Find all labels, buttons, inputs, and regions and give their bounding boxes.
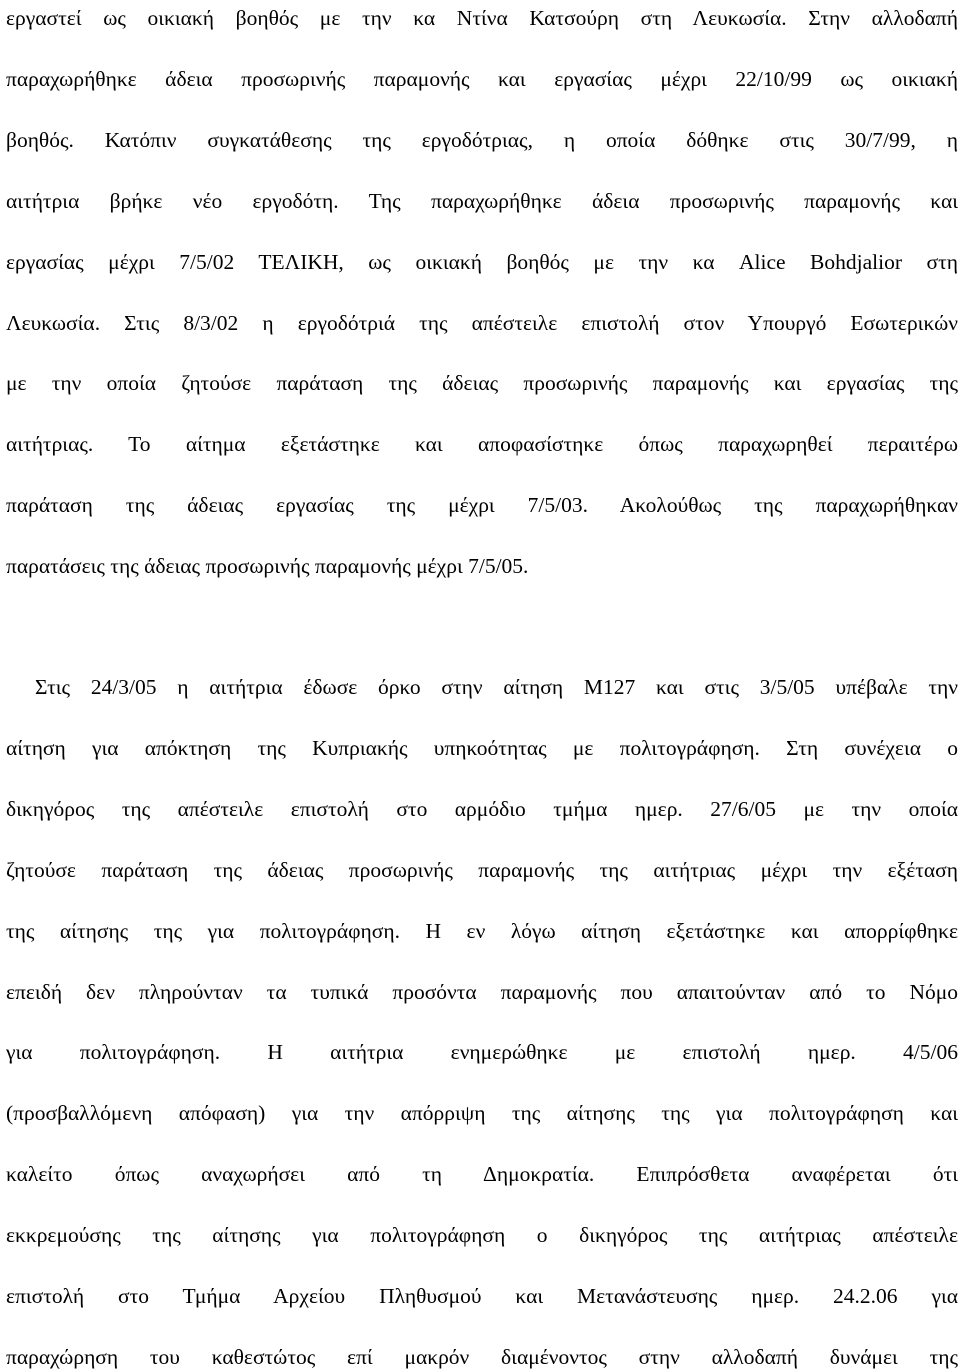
text-line: επειδή δεν πληρούνταν τα τυπικά προσόντα παραμονής που απαιτούνταν από το Νόμο (6, 979, 958, 1004)
text-line: παράταση της άδειας εργασίας της μέχρι 7/5/03. Ακολούθως της παραχωρήθηκαν (6, 493, 958, 518)
text-line: (προσβαλλόμενη απόφαση) για την απόρριψη της αίτησης της για πολιτογράφηση και (6, 1101, 958, 1126)
text-line: παραχωρήθηκε άδεια προσωρινής παραμονής και εργασίας μέχρι 22/10/99 ως οικιακή (6, 66, 958, 91)
text-line: ζητούσε παράταση της άδειας προσωρινής παραμονής της αιτήτριας μέχρι την εξέταση (6, 857, 958, 882)
text-line: επιστολή στο Τμήμα Αρχείου Πληθυσμού και Μετανάστευσης ημερ. 24.2.06 για (6, 1284, 958, 1308)
text-line: Λευκωσία. Στις 8/3/02 η εργοδότριά της απέστειλε επιστολή στον Υπουργό Εσωτερικών (6, 310, 958, 335)
text-line: αίτηση για απόκτηση της Κυπριακής υπηκοότητας με πολιτογράφηση. Στη συνέχεια ο (6, 735, 958, 760)
text-line: αιτήτριας. Το αίτημα εξετάστηκε και αποφασίστηκε όπως παραχωρηθεί περαιτέρω (6, 432, 958, 457)
text-line: παρατάσεις της άδειας προσωρινής παραμονής μέχρι 7/5/05. (6, 554, 529, 579)
text-line: με την οποία ζητούσε παράταση της άδειας προσωρινής παραμονής και εργασίας της (6, 371, 958, 396)
text-line: δικηγόρος της απέστειλε επιστολή στο αρμόδιο τμήμα ημερ. 27/6/05 με την οποία (6, 796, 958, 821)
text-line: εργασίας μέχρι 7/5/02 ΤΕΛΙΚΗ, ως οικιακή βοηθός με την κα Alice Bohdjalior στη (6, 249, 958, 274)
text-line: βοηθός. Κατόπιν συγκατάθεσης της εργοδότριας, η οποία δόθηκε στις 30/7/99, η (6, 127, 958, 152)
text-line: εκκρεμούσης της αίτησης για πολιτογράφηση ο δικηγόρος της αιτήτριας απέστειλε (6, 1223, 958, 1248)
text-line: εργαστεί ως οικιακή βοηθός με την κα Ντίνα Κατσούρη στη Λευκωσία. Στην αλλοδαπή (6, 6, 958, 30)
text-line: Στις 24/3/05 η αιτήτρια έδωσε όρκο στην αίτηση Μ127 και στις 3/5/05 υπέβαλε την (35, 675, 958, 699)
text-line: της αίτησης της για πολιτογράφηση. Η εν λόγω αίτηση εξετάστηκε και απορρίφθηκε (6, 918, 958, 943)
text-line: για πολιτογράφηση. Η αιτήτρια ενημερώθηκε με επιστολή ημερ. 4/5/06 (6, 1040, 958, 1065)
text-line: παραχώρηση του καθεστώτος επί μακρόν διαμένοντος στην αλλοδαπή δυνάμει της (6, 1344, 958, 1369)
text-line: αιτήτρια βρήκε νέο εργοδότη. Της παραχωρήθηκε άδεια προσωρινής παραμονής και (6, 188, 958, 213)
text-line: καλείτο όπως αναχωρήσει από τη Δημοκρατία. Επιπρόσθετα αναφέρεται ότι (6, 1162, 958, 1187)
